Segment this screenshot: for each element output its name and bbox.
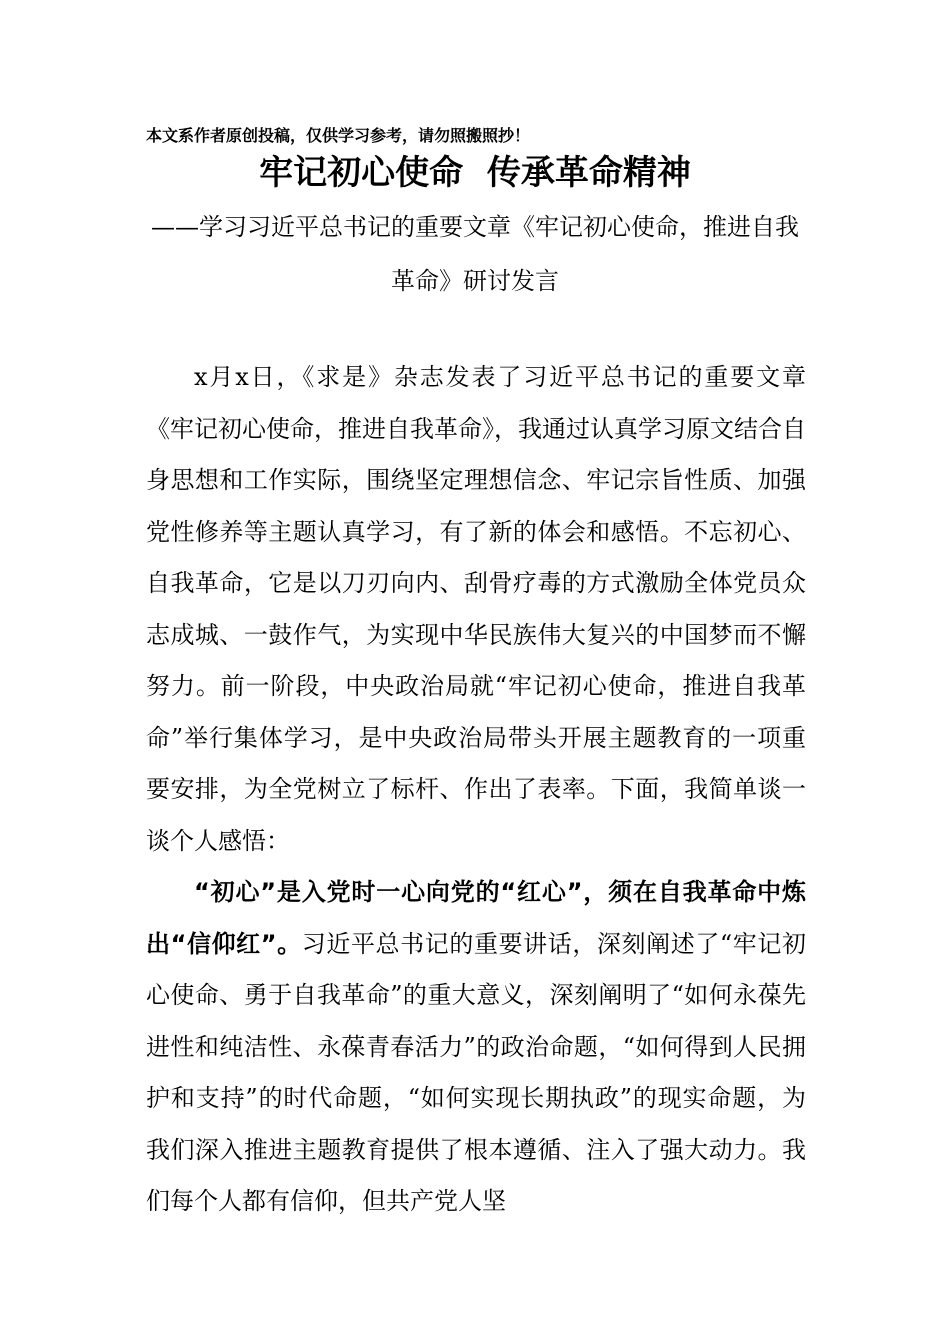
document-subtitle: ——学习习近平总书记的重要文章《牢记初心使命，推进自我革命》研讨发言	[151, 213, 799, 295]
document-body	[146, 352, 806, 1228]
body-paragraph-1: x月x日，《求是》杂志发表了习近平总书记的重要文章《牢记初心使命，推进自我革命》，我通过认真学习原文结合自身思想和工作实际，围绕坚定理想信念、牢记宗旨性质、加强党性修养等主题认真学习，有了新的体会和感悟。不忘初心、自我革命，它是以刀刃向内、刮骨疗毒的方式激励全体党员众志成城、一鼓作气，为实现中华民族伟大复兴的中国梦而不懈努力。前一阶段，中央政治局就“牢记初心使命，推进自我革命”举行集体学习，是中央政治局带头开展主题教育的一项重要安排，为全党树立了标杆、作出了表率。下面，我简单谈一谈个人感悟：	[146, 363, 806, 855]
body-paragraph-2	[146, 867, 806, 1228]
copyright-notice: 本文系作者原创投稿，仅供学习参考，请勿照搬照抄！	[146, 126, 531, 145]
document-title: 牢记初心使命 传承革命精神	[259, 153, 691, 193]
paragraph-lead-heading: “初心”是入党时一心向党的“红心”，须在自我革命中炼出“信仰红”。	[146, 878, 806, 958]
paragraph-continuation: 习近平总书记的重要讲话，深刻阐述了“牢记初心使命、勇于自我革命”的重大意义，深刻阐明了“如何永葆先进性和纯洁性、永葆青春活力”的政治命题，“如何得到人民拥护和支持”的时代命题，“如何实现长期执政”的现实命题，为我们深入推进主题教育提供了根本遵循、注入了强大动力。我们每个人都有信仰，但共产党人坚	[146, 929, 806, 1215]
